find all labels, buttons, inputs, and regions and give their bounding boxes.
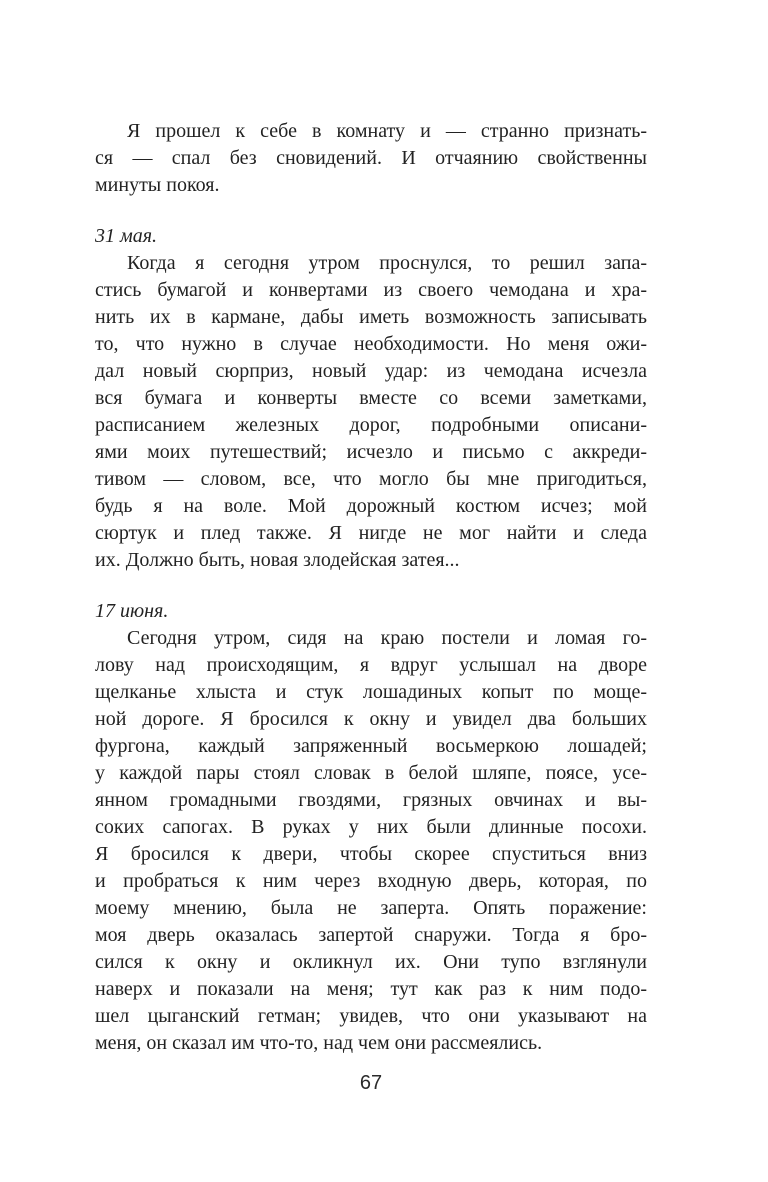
text-line: Я прошел к себе в комнату и — странно признать- <box>127 120 647 142</box>
text-line: минуты покоя. <box>95 174 220 196</box>
text-line: сюртук и плед также. Я нигде не мог найти и следа <box>95 522 647 544</box>
text-line: то, что нужно в случае необходимости. Но меня ожи- <box>95 333 647 355</box>
text-line: и пробраться к ним через входную дверь, которая, по <box>95 870 647 892</box>
text-line: лову над происходящим, я вдруг услышал на дворе <box>95 654 647 676</box>
text-line: сился к окну и окликнул их. Они тупо взглянули <box>95 951 647 973</box>
text-line: Сегодня утром, сидя на краю постели и ломая го- <box>127 627 647 649</box>
text-line: фургона, каждый запряженный восьмеркою лошадей; <box>95 735 647 757</box>
text-line: их. Должно быть, новая злодейская затея... <box>95 549 460 571</box>
text-line: наверх и показали на меня; тут как раз к ним подо- <box>95 978 647 1000</box>
text-line: вся бумага и конверты вместе со всеми заметками, <box>95 387 647 409</box>
text-line: дал новый сюрприз, новый удар: из чемодана исчезла <box>95 360 647 382</box>
text-line: будь я на воле. Мой дорожный костюм исчез; мой <box>95 495 647 517</box>
text-line: ями моих путешествий; исчезло и письмо с аккреди- <box>95 441 647 463</box>
text-line: нить их в кармане, дабы иметь возможность записывать <box>95 306 647 328</box>
text-line: щелканье хлыста и стук лошадиных копыт по моще- <box>95 681 647 703</box>
text-line: Я бросился к двери, чтобы скорее спуститься вниз <box>95 843 647 865</box>
date-heading: 17 июня. <box>95 600 169 622</box>
text-block <box>95 118 647 1057</box>
text-line: тивом — словом, все, что могло бы мне пригодиться, <box>95 468 647 490</box>
text-line: шел цыганский гетман; увидев, что они указывают на <box>95 1005 647 1027</box>
text-line: янном громадными гвоздями, грязных овчинах и вы- <box>95 789 647 811</box>
date-heading: 31 мая. <box>95 225 158 247</box>
text-line: ной дороге. Я бросился к окну и увидел два больших <box>95 708 647 730</box>
text-line: меня, он сказал им что-то, над чем они рассмеялись. <box>95 1032 543 1054</box>
text-line: Когда я сегодня утром проснулся, то решил запа- <box>127 252 647 274</box>
text-line: расписанием железных дорог, подробными описани- <box>95 414 647 436</box>
text-line: моему мнению, была не заперта. Опять поражение: <box>95 897 647 919</box>
text-line: стись бумагой и конвертами из своего чемодана и хра- <box>95 279 647 301</box>
page-number: 67 <box>359 1072 383 1094</box>
text-line: соких сапогах. В руках у них были длинные посохи. <box>95 816 647 838</box>
text-line: у каждой пары стоял словак в белой шляпе, поясе, усе- <box>95 762 647 784</box>
text-line: ся — спал без сновидений. И отчаянию свойственны <box>95 147 647 169</box>
text-line: моя дверь оказалась запертой снаружи. Тогда я бро- <box>95 924 647 946</box>
